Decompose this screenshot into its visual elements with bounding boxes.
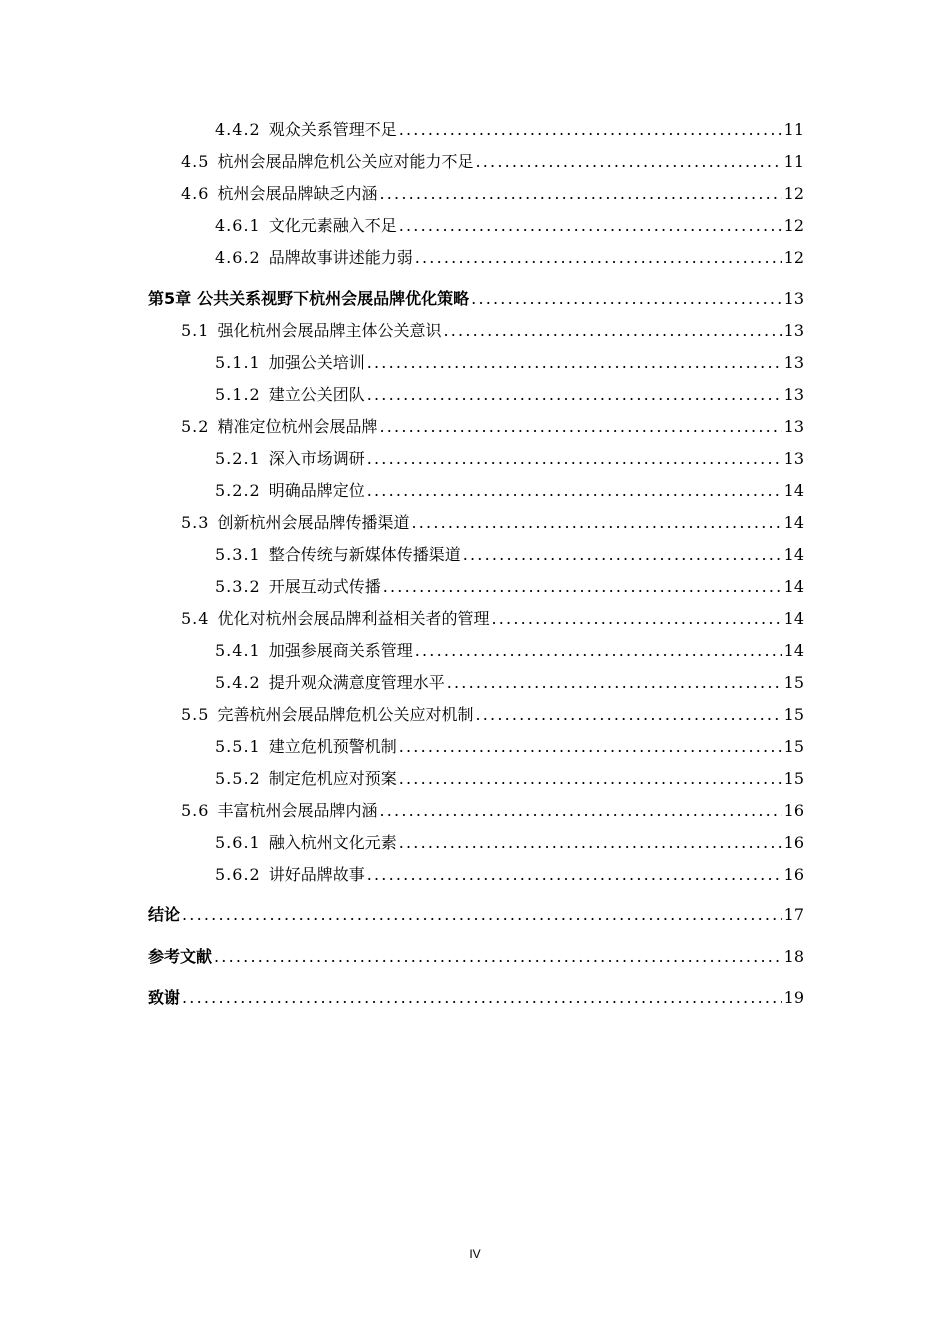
toc-dot-leader — [411, 512, 781, 534]
toc-entry-5-2[interactable] — [181, 416, 804, 438]
toc-entry-number: 5.3.2 — [215, 577, 261, 596]
toc-entry-page: 13 — [783, 289, 804, 308]
toc-entry-page: 14 — [783, 513, 804, 532]
toc-entry-number: 5.4 — [181, 609, 210, 628]
toc-entry-number: 4.6.2 — [215, 248, 261, 267]
toc-entry-page: 14 — [783, 609, 804, 628]
toc-entry-title: 杭州会展品牌危机公关应对能力不足 — [217, 152, 474, 171]
toc-entry-title: 结论 — [148, 905, 181, 924]
toc-entry-title: 公共关系视野下杭州会展品牌优化策略 — [197, 289, 470, 308]
toc-entry-5-3-1[interactable] — [215, 544, 804, 566]
toc-entry-number: 5.3.1 — [215, 545, 261, 564]
toc-entry-title: 创新杭州会展品牌传播渠道 — [217, 513, 410, 532]
toc-dot-leader — [379, 416, 781, 438]
toc-entry-title: 讲好品牌故事 — [268, 865, 365, 884]
toc-entry-number: 5.1.2 — [215, 385, 261, 404]
toc-entry-5-1-2[interactable] — [215, 384, 804, 406]
toc-entry-page: 15 — [783, 737, 804, 756]
toc-entry-page: 14 — [783, 481, 804, 500]
toc-entry-number: 5.5 — [181, 705, 210, 724]
toc-dot-leader — [399, 119, 782, 141]
toc-entry-number: 4.4.2 — [215, 120, 261, 139]
toc-entry-5-6-1[interactable] — [215, 832, 804, 854]
toc-entry-title: 制定危机应对预案 — [268, 769, 397, 788]
toc-dot-leader — [399, 215, 782, 237]
toc-entry-title: 建立危机预警机制 — [268, 737, 397, 756]
toc-entry-page: 16 — [783, 833, 804, 852]
toc-entry-title: 参考文献 — [148, 947, 213, 966]
toc-entry-conclusion[interactable] — [148, 904, 804, 926]
toc-entry-number: 5.2.1 — [215, 449, 261, 468]
toc-dot-leader — [399, 768, 782, 790]
toc-entry-5-4-2[interactable] — [215, 672, 804, 694]
toc-entry-5-5-1[interactable] — [215, 736, 804, 758]
toc-entry-title: 提升观众满意度管理水平 — [268, 673, 445, 692]
toc-entry-5-1-1[interactable] — [215, 352, 804, 374]
toc-entry-title: 优化对杭州会展品牌利益相关者的管理 — [217, 609, 490, 628]
toc-entry-page: 15 — [783, 769, 804, 788]
toc-entry-title: 融入杭州文化元素 — [268, 833, 397, 852]
toc-entry-page: 11 — [783, 152, 804, 171]
toc-entry-5-2-2[interactable] — [215, 480, 804, 502]
toc-entry-title: 观众关系管理不足 — [268, 120, 397, 139]
toc-entry-title: 建立公关团队 — [268, 385, 365, 404]
toc-dot-leader — [415, 640, 782, 662]
toc-entry-4-6-2[interactable] — [215, 247, 804, 269]
toc-dot-leader — [383, 576, 782, 598]
toc-dot-leader — [367, 448, 782, 470]
toc-dot-leader — [182, 987, 782, 1009]
toc-entry-number: 4.5 — [181, 152, 210, 171]
toc-entry-title: 加强公关培训 — [268, 353, 365, 372]
toc-dot-leader — [491, 608, 781, 630]
toc-entry-title: 文化元素融入不足 — [268, 216, 397, 235]
toc-entry-references[interactable] — [148, 946, 804, 968]
toc-entry-number: 第5章 — [148, 289, 192, 308]
toc-dot-leader — [475, 151, 781, 173]
toc-entry-page: 11 — [783, 120, 804, 139]
page-number: IV — [469, 1247, 481, 1261]
toc-entry-number: 5.4.2 — [215, 673, 261, 692]
toc-entry-number: 5.6.2 — [215, 865, 261, 884]
toc-entry-number: 5.4.1 — [215, 641, 261, 660]
toc-entry-title: 强化杭州会展品牌主体公关意识 — [217, 321, 442, 340]
toc-dot-leader — [367, 864, 782, 886]
toc-entry-4-6-1[interactable] — [215, 215, 804, 237]
toc-entry-number: 5.3 — [181, 513, 210, 532]
toc-entry-page: 13 — [783, 321, 804, 340]
toc-entry-title: 开展互动式传播 — [268, 577, 381, 596]
toc-dot-leader — [415, 247, 782, 269]
toc-entry-4-6[interactable] — [181, 183, 804, 205]
toc-entry-page: 15 — [783, 705, 804, 724]
toc-entry-4-5[interactable] — [181, 151, 804, 173]
toc-entry-5-6-2[interactable] — [215, 864, 804, 886]
toc-entry-page: 19 — [783, 988, 804, 1007]
toc-entry-number: 5.1 — [181, 321, 210, 340]
toc-entry-page: 17 — [783, 905, 804, 924]
toc-entry-5-2-1[interactable] — [215, 448, 804, 470]
toc-entry-5-3[interactable] — [181, 512, 804, 534]
toc-entry-chapter-5[interactable] — [148, 288, 804, 310]
toc-entry-5-1[interactable] — [181, 320, 804, 342]
toc-entry-page: 12 — [783, 184, 804, 203]
toc-entry-title: 精准定位杭州会展品牌 — [217, 417, 378, 436]
toc-entry-page: 12 — [783, 216, 804, 235]
toc-entry-page: 13 — [783, 449, 804, 468]
toc-entry-title: 加强参展商关系管理 — [268, 641, 413, 660]
toc-entry-number: 5.2.2 — [215, 481, 261, 500]
toc-entry-title: 丰富杭州会展品牌内涵 — [217, 801, 378, 820]
toc-entry-title: 完善杭州会展品牌危机公关应对机制 — [217, 705, 474, 724]
toc-dot-leader — [475, 704, 781, 726]
toc-entry-page: 15 — [783, 673, 804, 692]
toc-entry-number: 5.5.2 — [215, 769, 261, 788]
toc-entry-page: 12 — [783, 248, 804, 267]
toc-entry-number: 5.1.1 — [215, 353, 261, 372]
toc-entry-number: 5.2 — [181, 417, 210, 436]
toc-dot-leader — [379, 800, 781, 822]
toc-entry-number: 4.6.1 — [215, 216, 261, 235]
toc-entry-5-6[interactable] — [181, 800, 804, 822]
toc-entry-5-4-1[interactable] — [215, 640, 804, 662]
toc-dot-leader — [379, 183, 781, 205]
toc-entry-5-5[interactable] — [181, 704, 804, 726]
toc-entry-title: 整合传统与新媒体传播渠道 — [268, 545, 461, 564]
toc-dot-leader — [182, 904, 782, 926]
toc-entry-page: 13 — [783, 353, 804, 372]
toc-entry-title: 品牌故事讲述能力弱 — [268, 248, 413, 267]
toc-entry-number: 4.6 — [181, 184, 210, 203]
toc-entry-page: 18 — [783, 947, 804, 966]
toc-entry-page: 16 — [783, 865, 804, 884]
toc-dot-leader — [399, 736, 782, 758]
toc-dot-leader — [463, 544, 782, 566]
toc-dot-leader — [214, 946, 782, 968]
toc-dot-leader — [443, 320, 781, 342]
toc-entry-5-5-2[interactable] — [215, 768, 804, 790]
toc-entry-title: 杭州会展品牌缺乏内涵 — [217, 184, 378, 203]
toc-entry-5-4[interactable] — [181, 608, 804, 630]
toc-entry-page: 13 — [783, 385, 804, 404]
toc-entry-title: 深入市场调研 — [268, 449, 365, 468]
toc-entry-number: 5.6 — [181, 801, 210, 820]
toc-entry-title: 明确品牌定位 — [268, 481, 365, 500]
toc-entry-title: 致谢 — [148, 988, 181, 1007]
toc-entry-page: 13 — [783, 417, 804, 436]
toc-entry-number: 5.6.1 — [215, 833, 261, 852]
toc-entry-page: 14 — [783, 641, 804, 660]
toc-dot-leader — [471, 288, 781, 310]
toc-dot-leader — [399, 832, 782, 854]
toc-dot-leader — [447, 672, 782, 694]
toc-entry-acknowledgements[interactable] — [148, 987, 804, 1009]
toc-dot-leader — [367, 352, 782, 374]
toc-dot-leader — [367, 384, 782, 406]
toc-entry-number: 5.5.1 — [215, 737, 261, 756]
toc-entry-4-4-2[interactable] — [215, 119, 804, 141]
toc-entry-page: 16 — [783, 801, 804, 820]
toc-entry-page: 14 — [783, 577, 804, 596]
toc-entry-page: 14 — [783, 545, 804, 564]
toc-entry-5-3-2[interactable] — [215, 576, 804, 598]
toc-dot-leader — [367, 480, 782, 502]
